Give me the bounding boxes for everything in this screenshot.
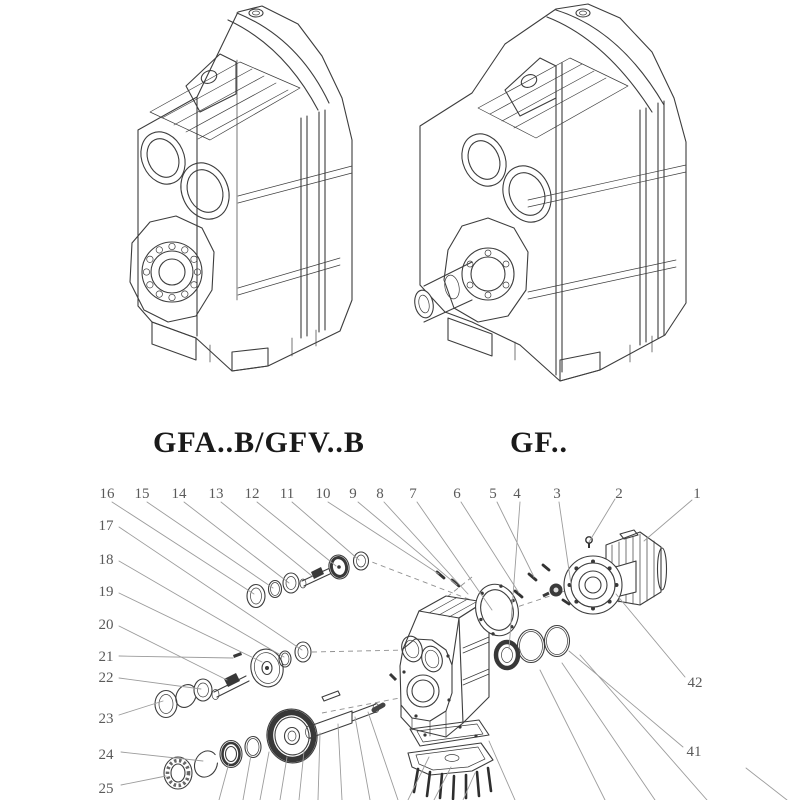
callout-41: 41 [686, 744, 702, 760]
callout-10: 10 [315, 486, 331, 502]
coupling-pinion [543, 584, 563, 597]
callout-16: 16 [99, 486, 115, 502]
callout-42: 42 [687, 675, 703, 691]
callout-23: 23 [98, 711, 114, 727]
right-model-label: GF.. [510, 426, 568, 459]
callout-6: 6 [453, 486, 461, 502]
left-model-label: GFA..B/GFV..B [153, 426, 365, 459]
callout-numbers [99, 486, 703, 797]
callout-5: 5 [489, 486, 497, 502]
callout-8: 8 [376, 486, 384, 502]
bearing-balls [143, 243, 200, 300]
callout-2: 2 [615, 486, 623, 502]
callout-3: 3 [553, 486, 561, 502]
callout-15: 15 [134, 486, 150, 502]
callout-25: 25 [98, 781, 114, 797]
callout-22: 22 [98, 670, 114, 686]
intermediate-shaft-assembly [155, 642, 311, 718]
gasket-and-bottom-cover [408, 720, 493, 799]
callout-17: 17 [98, 518, 114, 534]
gearbox-housing [390, 596, 489, 737]
callout-1: 1 [693, 486, 701, 502]
callout-12: 12 [244, 486, 260, 502]
callout-19: 19 [98, 584, 114, 600]
callout-11: 11 [279, 486, 295, 502]
input-shaft-assembly [247, 552, 369, 608]
output-shaft-assembly [164, 691, 383, 789]
callout-24: 24 [98, 747, 114, 763]
callout-21: 21 [98, 649, 114, 665]
callout-13: 13 [208, 486, 224, 502]
reducer-isometric-right-drawing [412, 4, 686, 381]
callout-7: 7 [409, 486, 417, 502]
electric-motor [564, 530, 667, 614]
callout-18: 18 [98, 552, 114, 568]
callout-4: 4 [513, 486, 521, 502]
reducer-isometric-left-drawing [130, 6, 352, 371]
callout-9: 9 [349, 486, 357, 502]
exploded-parts-view [99, 486, 788, 800]
callout-14: 14 [171, 486, 187, 502]
callout-20: 20 [98, 617, 114, 633]
